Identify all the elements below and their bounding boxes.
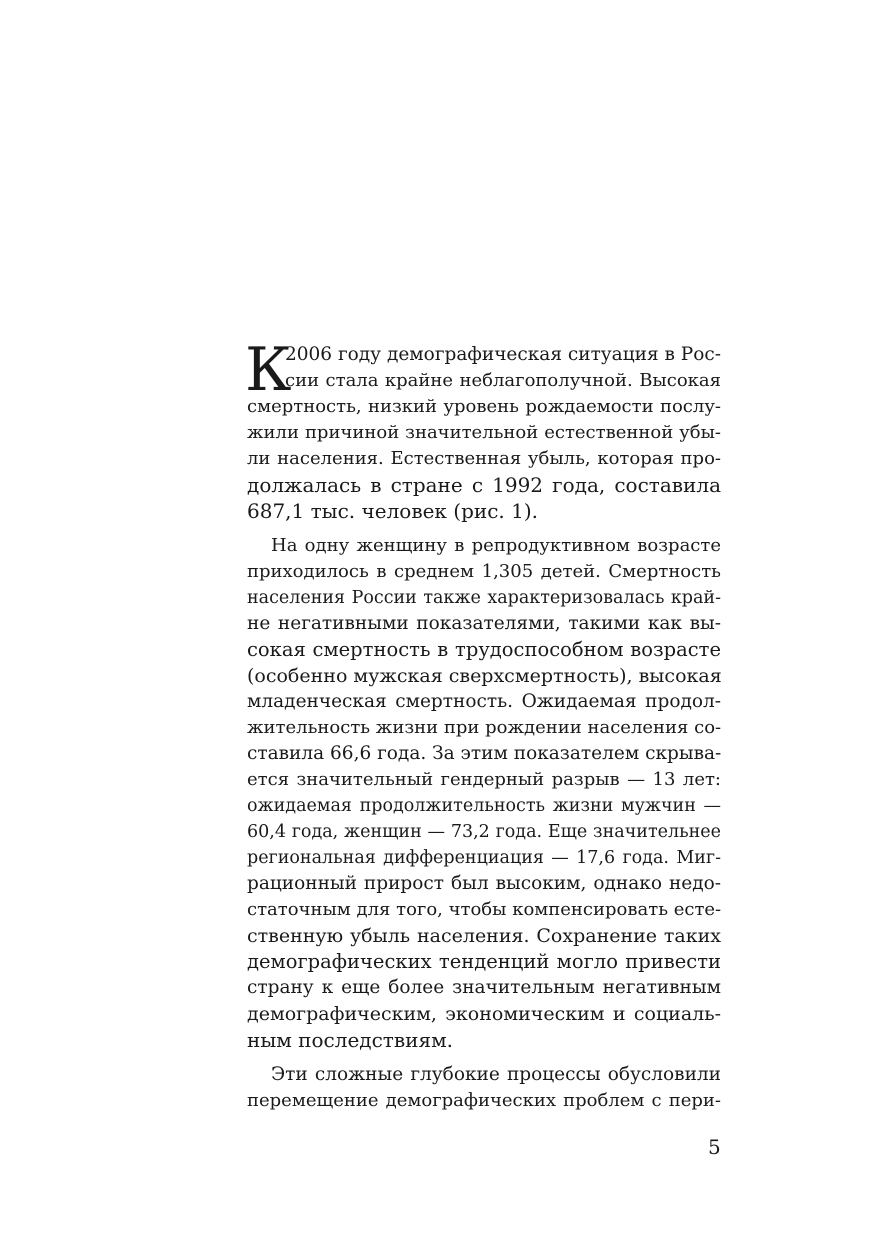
- text-line: не негативными показателями, такими как вы-: [247, 613, 721, 634]
- text-line: должалась в стране с 1992 года, составила: [247, 473, 721, 497]
- paragraph-3: [247, 1062, 721, 1114]
- page-number: 5: [708, 1135, 721, 1159]
- text-line: ственную убыль населения. Сохранение таких: [247, 925, 721, 947]
- paragraph-2: [247, 533, 721, 1053]
- text-line: ставила 66,6 года. За этим показателем скрыва-: [247, 743, 722, 764]
- text-line: ожидаемая продолжительность жизни мужчин —: [247, 796, 721, 816]
- text-line: 687,1 тыс. человек (рис. 1).: [247, 499, 539, 523]
- text-line: жили причиной значительной естественной убы-: [247, 422, 721, 443]
- paragraph-1: [245, 335, 721, 524]
- text-line: ным последствиям.: [247, 1028, 453, 1052]
- text-line: ется значительный гендерный разрыв — 13 лет:: [247, 769, 721, 790]
- text-line: сии стала крайне неблагополучной. Высокая: [285, 370, 721, 391]
- text-line: сокая смертность в трудоспособном возрасте: [247, 638, 721, 661]
- text-line: рационный прирост был высоким, однако недо-: [247, 873, 721, 894]
- text-line: страну к еще более значительным негативным: [247, 977, 721, 998]
- text-line: демографическим, экономическим и социаль-: [247, 1003, 721, 1025]
- text-line: жительность жизни при рождении населения со-: [247, 717, 722, 738]
- drop-cap-letter: К: [245, 335, 292, 405]
- text-line: перемещение демографических проблем с пери-: [247, 1090, 721, 1111]
- text-line: населения России также характеризовалась край-: [247, 588, 721, 608]
- text-line: Эти сложные глубокие процессы обусловили: [271, 1064, 721, 1085]
- text-line: На одну женщину в репродуктивном возрасте: [271, 535, 721, 556]
- text-line: региональная дифференциация — 17,6 года. Миг-: [247, 848, 721, 868]
- text-line: статочным для того, чтобы компенсировать есте-: [247, 899, 722, 920]
- text-line: смертность, низкий уровень рождаемости послу-: [247, 396, 721, 417]
- text-line: младенческая смертность. Ожидаемая продол-: [247, 691, 721, 712]
- text-line: 60,4 года, женщин — 73,2 года. Еще значительнее: [247, 822, 721, 842]
- dropcap-row: [245, 335, 721, 405]
- text-line: ли населения. Естественная убыль, которая про-: [247, 448, 721, 469]
- text-line: (особенно мужская сверхсмертность), высокая: [247, 665, 722, 687]
- body-text: [245, 335, 722, 1114]
- text-line: приходилось в среднем 1,305 детей. Смертность: [247, 561, 721, 582]
- text-line: 2006 году демографическая ситуация в Рос-: [285, 344, 721, 365]
- text-line: демографических тенденций могло привести: [247, 950, 721, 973]
